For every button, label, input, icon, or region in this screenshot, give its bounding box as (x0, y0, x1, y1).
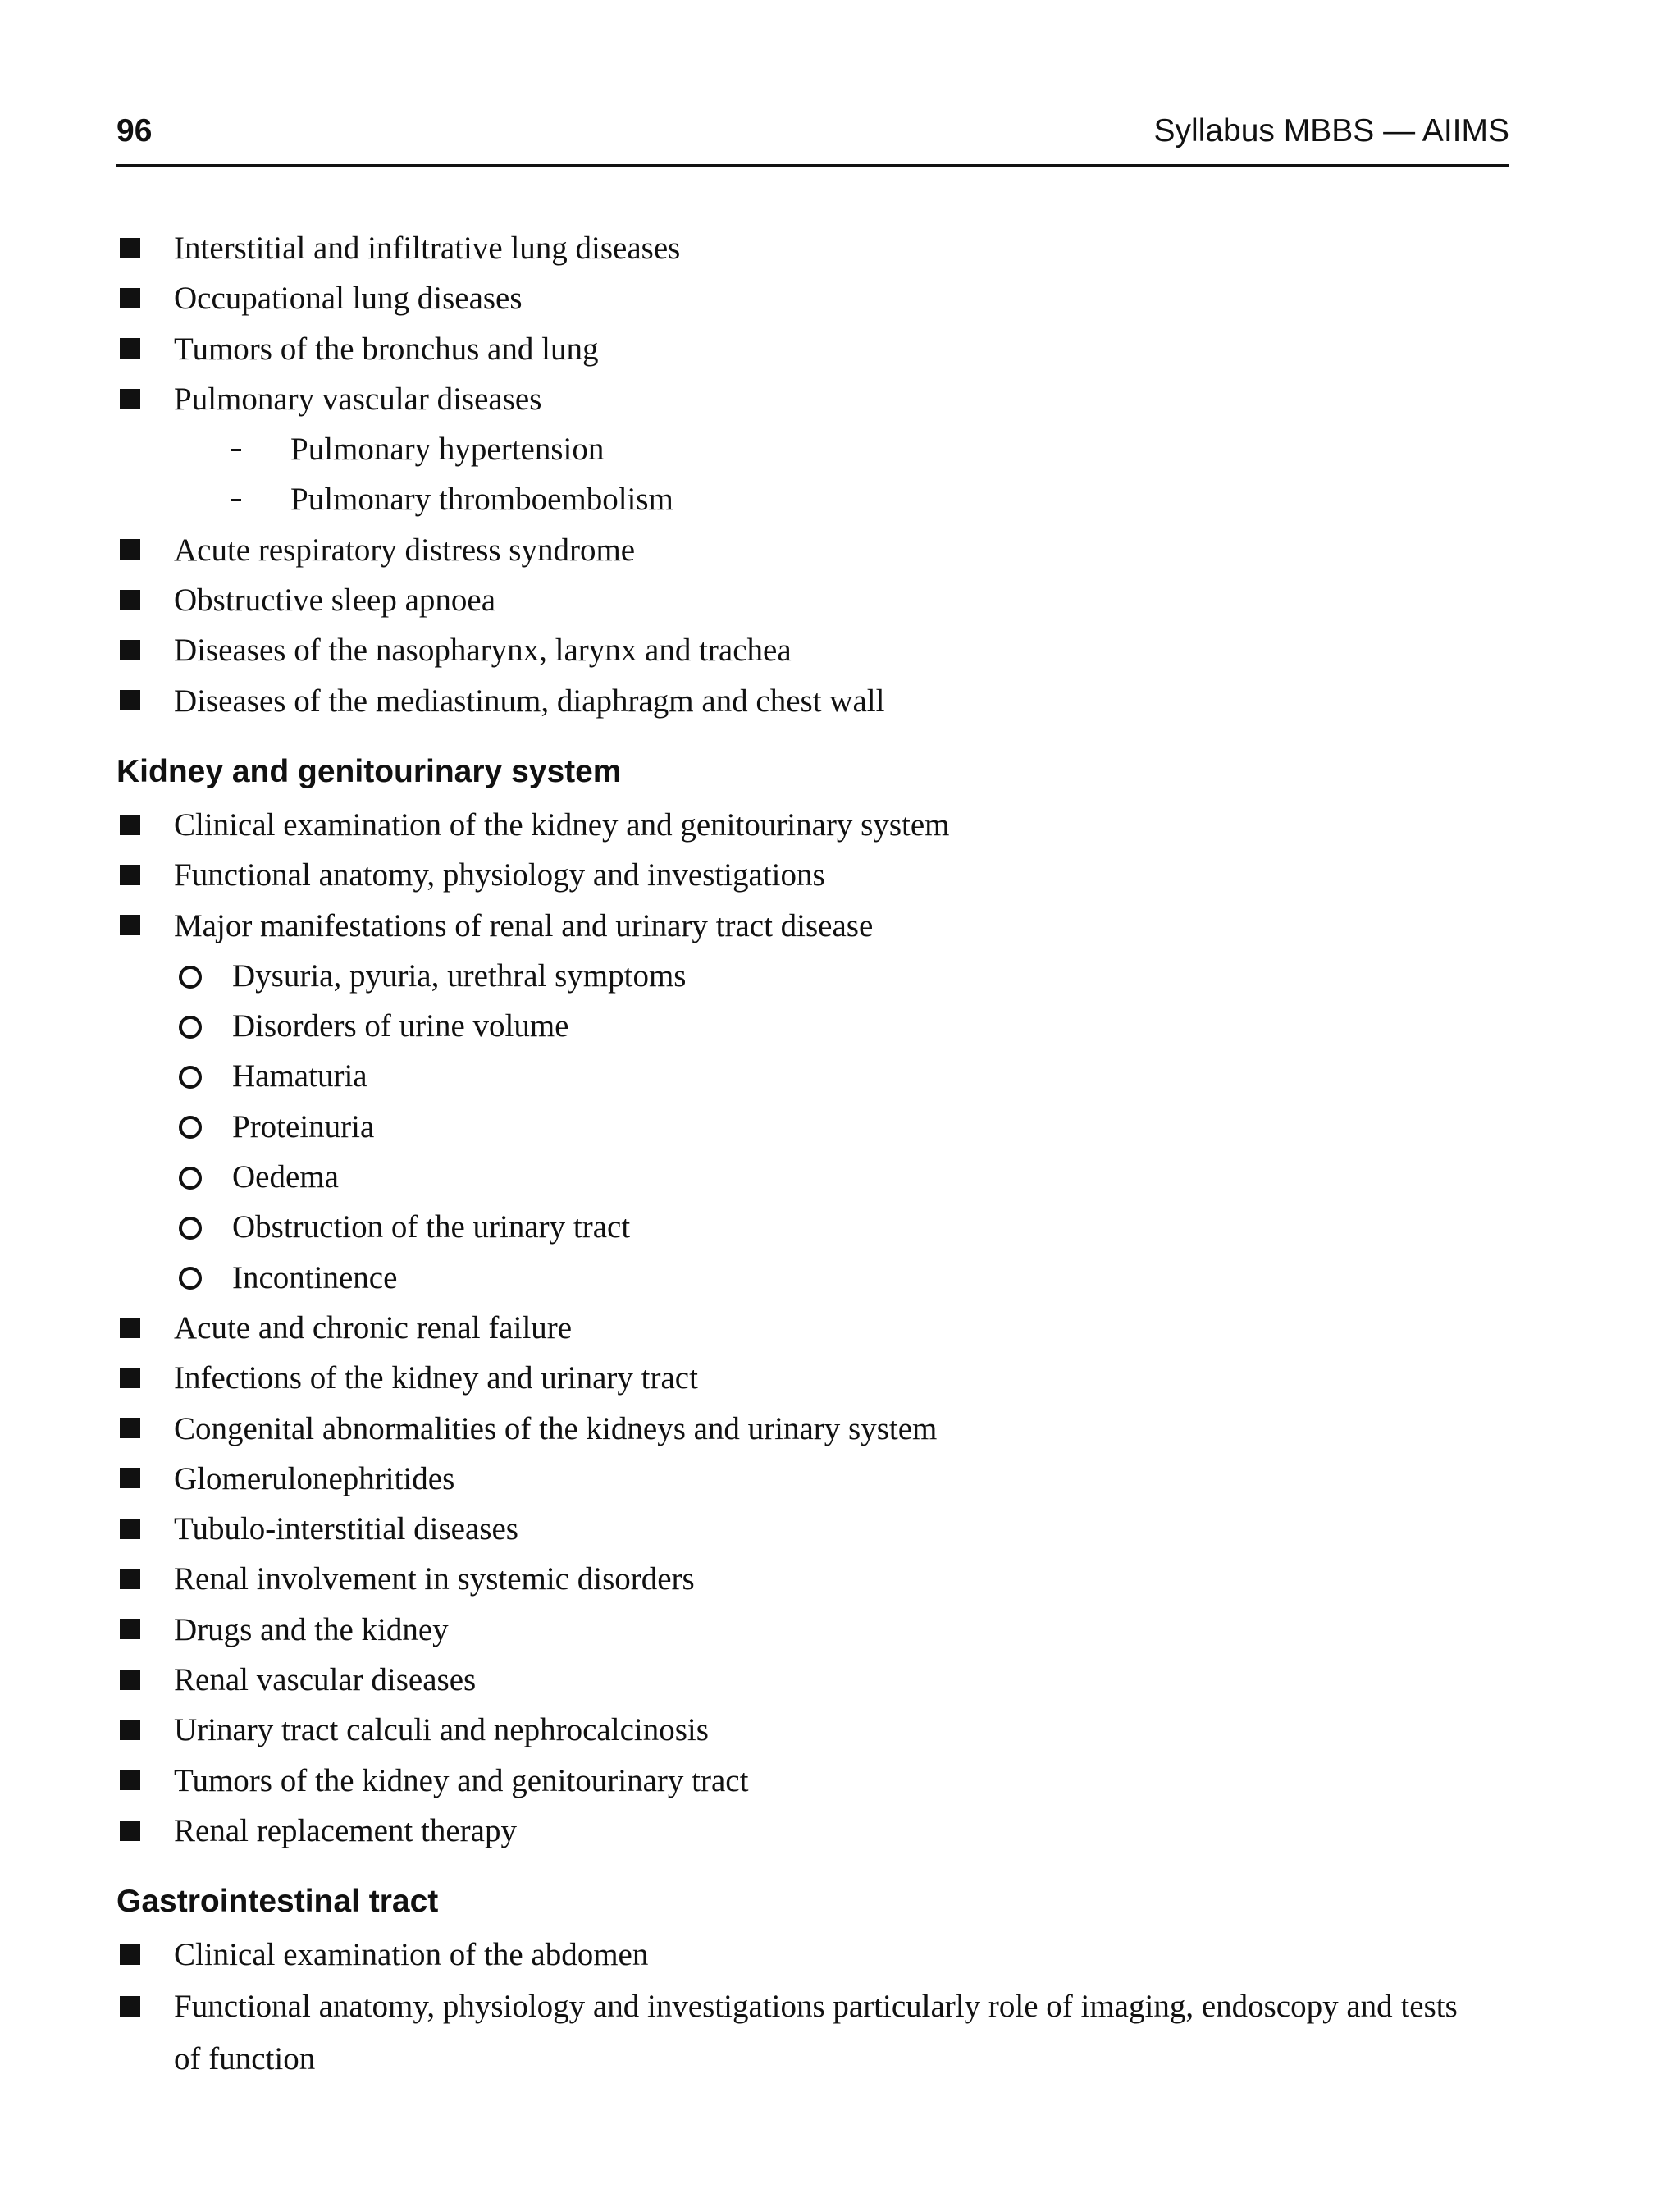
circle-bullet-icon (179, 1066, 202, 1089)
sub-list-item: Obstruction of the urinary tract (116, 1202, 1511, 1252)
circle-bullet-icon (179, 1167, 202, 1190)
list-item: Renal involvement in systemic disorders (116, 1554, 1511, 1604)
list-item: Urinary tract calculi and nephrocalcinosis (116, 1705, 1511, 1755)
sub-list-item: Incontinence (116, 1253, 1511, 1303)
list-item: Interstitial and infiltrative lung diseases (116, 223, 1511, 273)
circle-bullet-icon (179, 1016, 202, 1039)
square-bullet-icon (120, 1318, 140, 1338)
respiratory-list (116, 223, 1511, 726)
sub-list-item: Pulmonary thromboembolism (116, 474, 1511, 524)
square-bullet-icon (120, 288, 140, 308)
page-header (116, 108, 1509, 167)
square-bullet-icon (120, 1670, 140, 1690)
list-item: Clinical examination of the abdomen (116, 1930, 1511, 1980)
running-title: Syllabus MBBS — AIIMS (1153, 113, 1509, 148)
square-bullet-icon (120, 1468, 140, 1488)
square-bullet-icon (120, 1569, 140, 1589)
list-item: Renal replacement therapy (116, 1806, 1511, 1856)
list-item: Tubulo-interstitial diseases (116, 1504, 1511, 1554)
list-item: Occupational lung diseases (116, 273, 1511, 323)
square-bullet-icon (120, 238, 140, 258)
list-item: Renal vascular diseases (116, 1655, 1511, 1705)
square-bullet-icon (120, 690, 140, 710)
square-bullet-icon (120, 1368, 140, 1388)
page-content (116, 223, 1511, 2086)
list-item: Acute and chronic renal failure (116, 1303, 1511, 1353)
section-heading-kidney: Kidney and genitourinary system (116, 753, 622, 789)
list-item: Congenital abnormalities of the kidneys and urinary system (116, 1404, 1511, 1454)
list-item: Glomerulonephritides (116, 1454, 1511, 1504)
sub-list-item: Disorders of urine volume (116, 1001, 1511, 1051)
square-bullet-icon (120, 539, 140, 560)
square-bullet-icon (120, 1944, 140, 1965)
square-bullet-icon (120, 338, 140, 359)
section-heading-gi: Gastrointestinal tract (116, 1884, 439, 1920)
square-bullet-icon (120, 389, 140, 409)
kidney-list (116, 800, 1511, 1856)
square-bullet-icon (120, 1996, 140, 2017)
list-item: Drugs and the kidney (116, 1605, 1511, 1655)
dash-bullet-icon (231, 449, 241, 451)
circle-bullet-icon (179, 966, 202, 989)
sub-list-item: Dysuria, pyuria, urethral symptoms (116, 951, 1511, 1001)
list-item: Diseases of the mediastinum, diaphragm and chest wall (116, 676, 1511, 726)
square-bullet-icon (120, 1821, 140, 1841)
circle-bullet-icon (179, 1217, 202, 1240)
list-item: Functional anatomy, physiology and investigations particularly role of imaging, endoscopy and tests of function (116, 1980, 1511, 2086)
list-item: Major manifestations of renal and urinary tract disease (116, 901, 1511, 951)
list-item: Functional anatomy, physiology and investigations (116, 850, 1511, 900)
list-item: Infections of the kidney and urinary tract (116, 1353, 1511, 1403)
square-bullet-icon (120, 590, 140, 610)
square-bullet-icon (120, 1418, 140, 1438)
list-item: Tumors of the kidney and genitourinary tract (116, 1756, 1511, 1806)
sub-list-item: Proteinuria (116, 1102, 1511, 1152)
list-item: Clinical examination of the kidney and genitourinary system (116, 800, 1511, 850)
list-item: Diseases of the nasopharynx, larynx and trachea (116, 625, 1511, 675)
square-bullet-icon (120, 815, 140, 835)
list-item: Pulmonary vascular diseases (116, 374, 1511, 424)
page-number: 96 (116, 113, 153, 148)
square-bullet-icon (120, 1770, 140, 1790)
sub-list-item: Hamaturia (116, 1051, 1511, 1101)
sub-list-item: Pulmonary hypertension (116, 424, 1511, 474)
list-item: Acute respiratory distress syndrome (116, 525, 1511, 575)
list-item: Tumors of the bronchus and lung (116, 324, 1511, 374)
square-bullet-icon (120, 1619, 140, 1639)
list-item: Obstructive sleep apnoea (116, 575, 1511, 625)
square-bullet-icon (120, 915, 140, 935)
square-bullet-icon (120, 865, 140, 885)
square-bullet-icon (120, 640, 140, 660)
gi-list (116, 1930, 1511, 2085)
square-bullet-icon (120, 1720, 140, 1740)
dash-bullet-icon (231, 499, 241, 501)
square-bullet-icon (120, 1519, 140, 1539)
sub-list-item: Oedema (116, 1152, 1511, 1202)
